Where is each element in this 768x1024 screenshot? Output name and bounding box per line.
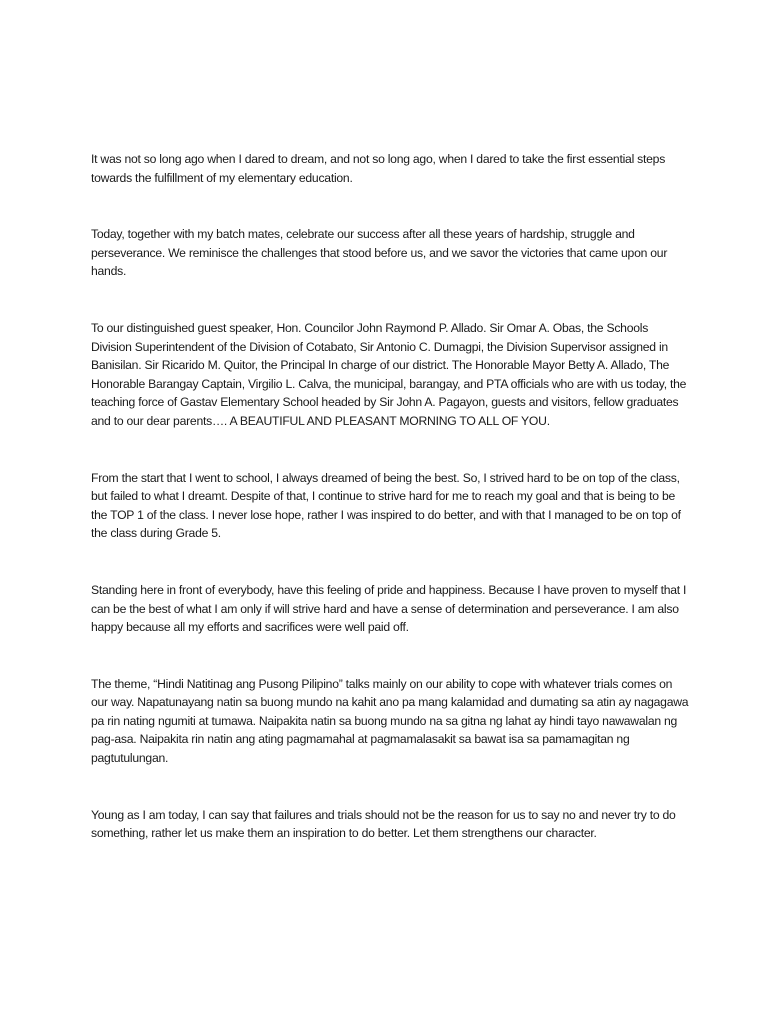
paragraph-6: The theme, “Hindi Natitinag ang Pusong Pilipino” talks mainly on our ability to cope with whatever trials comes on our way. Napatunayang natin sa buong mundo na kahit ano pa mang kalamidad and dumating sa atin ay nagagawa pa rin nating ngumiti at tumawa. Naipakita natin sa buong mundo na sa gitna ng lahat ay hindi tayo nawawalan ng pag-asa. Naipakita rin natin ang ating pagmamahal at pagmamalasakit sa bawat isa sa pamamagitan ng pagtutulungan. (91, 676, 689, 766)
paragraph-2: Today, together with my batch mates, celebrate our success after all these years of hardship, struggle and perseverance. We reminisce the challenges that stood before us, and we savor the victories that came upon our hands. (91, 227, 668, 279)
paragraph-spacer (91, 768, 691, 806)
paragraph-spacer (91, 637, 691, 675)
paragraph-5: Standing here in front of everybody, have this feeling of pride and happiness. Because I have proven to myself that I can be the best of what I am only if will strive hard and have a sense of determination and perseverance. I am also happy because all my efforts and sacrifices were well paid off. (91, 582, 687, 635)
speech-body (91, 150, 691, 843)
paragraph-1: It was not so long ago when I dared to dream, and not so long ago, when I dared to take the first essential steps towards the fulfillment of my elementary education. (91, 152, 666, 185)
paragraph-spacer (91, 281, 691, 319)
paragraph-spacer (91, 431, 691, 469)
paragraph-4: From the start that I went to school, I always dreamed of being the best. So, I strived hard to be on top of the class, but failed to what I dreamt. Despite of that, I continue to strive hard for me to reach my goal and that is being to be the TOP 1 of the class. I never lose hope, rather I was inspired to do better, and with that I managed to be on top of the class during Grade 5. (91, 470, 681, 541)
paragraph-3: To our distinguished guest speaker, Hon. Councilor John Raymond P. Allado. Sir Omar A. Obas, the Schools Division Superintendent of the Division of Cotabato, Sir Antonio C. Dumagpi, the Division Supervisor assigned in Banisilan. Sir Ricarido M. Quitor, the Principal In charge of our district. The Honorable Mayor Betty A. Allado, The Honorable Barangay Captain, Virgilio L. Calva, the municipal, barangay, and PTA officials who are with us today, the teaching force of Gastav Elementary School headed by Sir John A. Pagayon, guests and visitors, fellow graduates and to our dear parents…. A BEAUTIFUL AND PLEASANT MORNING TO ALL OF YOU. (91, 320, 687, 428)
paragraph-spacer (91, 187, 691, 225)
paragraph-spacer (91, 543, 691, 581)
paragraph-7: Young as I am today, I can say that failures and trials should not be the reason for us to say no and never try to do something, rather let us make them an inspiration to do better. Let them strengthens our character. (91, 807, 676, 841)
